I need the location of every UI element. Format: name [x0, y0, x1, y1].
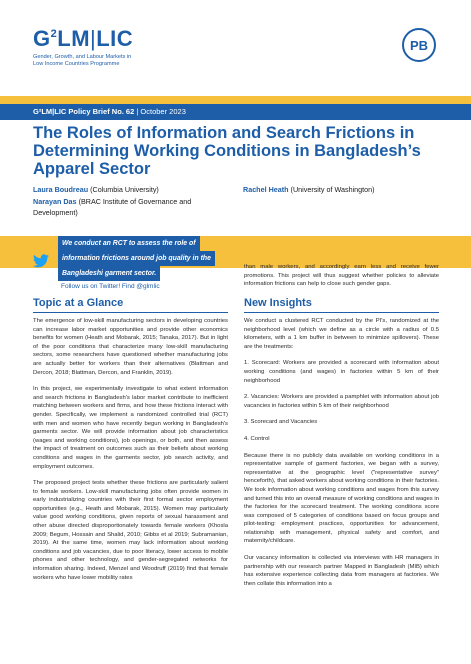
tweet-line2: information frictions around job quality in the — [58, 251, 215, 266]
logo-wordmark — [33, 22, 163, 51]
paragraph: The emergence of low-skill manufacturing sectors in developing countries can increase labor market opportunities and provide other economics benefits for women (Heath and Mobarak, 2015; Tanaka, 2017). But in light of the poor conditions that characterize many low-skill manufacturing sectors, some researchers have questioned whether manufacturing jobs are actually better for workers than their alternatives (Blattman and Dercon, 2018; Blattman, Dercon, and Franklin, 2019). — [33, 318, 228, 376]
title-line1: The Roles of Information and Search Frictions in — [33, 124, 415, 142]
logo-g: G — [33, 26, 51, 51]
page-title — [33, 124, 443, 178]
policy-brief-badge: PB — [402, 28, 436, 62]
section-rule-left — [33, 312, 228, 313]
brief-line — [33, 107, 186, 116]
logo-lm: LM — [57, 26, 91, 51]
brief-date: October 2023 — [140, 107, 186, 116]
logo-lic: LIC — [96, 26, 134, 51]
author-1 — [33, 184, 159, 195]
author-affiliation: (Columbia University) — [90, 185, 159, 194]
title-line3: Apparel Sector — [33, 160, 151, 178]
tweet-line1: We conduct an RCT to assess the role of — [58, 236, 200, 251]
brief-series: G²LM|LIC Policy Brief No. 62 — [33, 107, 135, 116]
author-name: Rachel Heath — [243, 185, 289, 194]
tweet-line3: Bangladeshi garment sector. — [58, 266, 160, 281]
list-item: 4. Control — [244, 435, 270, 442]
title-line2: Determining Working Conditions in Bangladesh’s — [33, 142, 421, 160]
paragraph: The proposed project tests whether these frictions are particularly salient to female workers. Low-skill manufacturing jobs often provide women in early industrializing countries with their first formal sector employment opportunities (e.g., Heath and Mobarak, 2015). Women may particularly value good working conditions, given reports of sexual harassment and other abuse directed disproportionately towards female workers (Khosla 2009; Begum, Hossain and Shalid, 2010; Gibbs et al 2019; Subramanian, 2019). At the same time, women may lack information about working conditions and job vacancies, due to poor literacy, lower access to mobile phones and other technology, and gender-segregated networks for information sharing. Indeed, Menzel and Woodruff (2019) find that female workers who have lower mobility rates — [33, 480, 228, 581]
author-affiliation: (University of Washington) — [290, 185, 375, 194]
section-heading-topic: Topic at a Glance — [33, 297, 124, 309]
twitter-handle-link[interactable]: @glmlic — [136, 283, 160, 290]
logo-bar: | — [90, 26, 97, 51]
paragraph: We conduct a clustered RCT conducted by the PI's, randomized at the neighborhood level (which we define as a circle with a radius of 0.5 kilometers, with a 1 km buffer in between to minimize spillovers). These are the treatments: — [244, 318, 439, 350]
brand-logo — [33, 22, 163, 68]
list-item: 3. Scorecard and Vacancies — [244, 419, 318, 426]
follow-prefix: Follow us on Twitter! Find — [61, 283, 137, 290]
tweet-follow — [61, 283, 160, 290]
list-item: 1. Scorecard: Workers are provided a scorecard with information about working conditions (and wages) in factories within 5 km of their neighborhood — [244, 360, 439, 384]
author-2 — [33, 196, 191, 207]
author-2-cont — [33, 207, 78, 218]
list-item: 2. Vacancies: Workers are provided a pamphlet with information about job vacancies in factories within 5 km of their neighborhood — [244, 394, 439, 409]
logo-sup: 2 — [50, 28, 58, 40]
continuation-text — [244, 263, 439, 297]
continuation-paragraph: than male workers, and accordingly earn less and receive fewer promotions. This project will thus suggest whether policies to alleviate information frictions can help to close such gender gaps. — [244, 264, 439, 288]
logo-subtitle-line2: Low Income Countries Programme — [33, 61, 120, 67]
paragraph: Our vacancy information is collected via interviews with HR managers in partnership with our research partner Mapped in Bangladesh (MIB) which has extensive experience collecting data from managers at factories. We then collate this information into a — [244, 555, 439, 587]
right-column-text — [244, 317, 439, 596]
author-affiliation: Development) — [33, 208, 78, 217]
logo-subtitle-line1: Gender, Growth, and Labour Markets in — [33, 54, 132, 60]
twitter-bird-icon[interactable] — [33, 254, 49, 268]
section-rule-right — [244, 312, 439, 313]
paragraph: Because there is no publicly data available on working conditions in a representative sample of garment factories, we began with a survey, representative at the geographic level ("representative survey" henceforth), that asked workers about working conditions in their factories. We took information about working conditions and wages from this survey and turned this into an overall measure of working conditions and wages in the factories for the scorecard treatment. The working conditions score was composed of 5 categories of conditions based on focus groups and pilot-testing: employment practices, opportunities for advancement, relationship with management, physical safety and comfort, and maternity/childcare. — [244, 452, 439, 545]
author-name: Laura Boudreau — [33, 185, 89, 194]
paragraph: In this project, we experimentally investigate to what extent information and search frictions in Bangladesh's labor market contribute to inefficient matching between workers and firms, and how these frictions interact with gender. Specifically, we implement a randomized controlled trial (RCT) with men and women who have recently begun working in Bangladesh's garments sector. We will provide information about job characteristics (wages and working conditions), job openings, or both, and then assess the impact of treatment on outcomes such as their beliefs about working conditions and wages in the garments sector, job search activity, and employment outcomes. — [33, 386, 228, 470]
section-heading-insights: New Insights — [244, 297, 312, 309]
left-column-text — [33, 317, 228, 590]
author-affiliation: (BRAC Institute of Governance and — [78, 197, 192, 206]
author-name: Narayan Das — [33, 197, 77, 206]
logo-subtitle — [33, 54, 163, 68]
author-3 — [243, 184, 375, 195]
brief-separator: | — [136, 107, 139, 116]
